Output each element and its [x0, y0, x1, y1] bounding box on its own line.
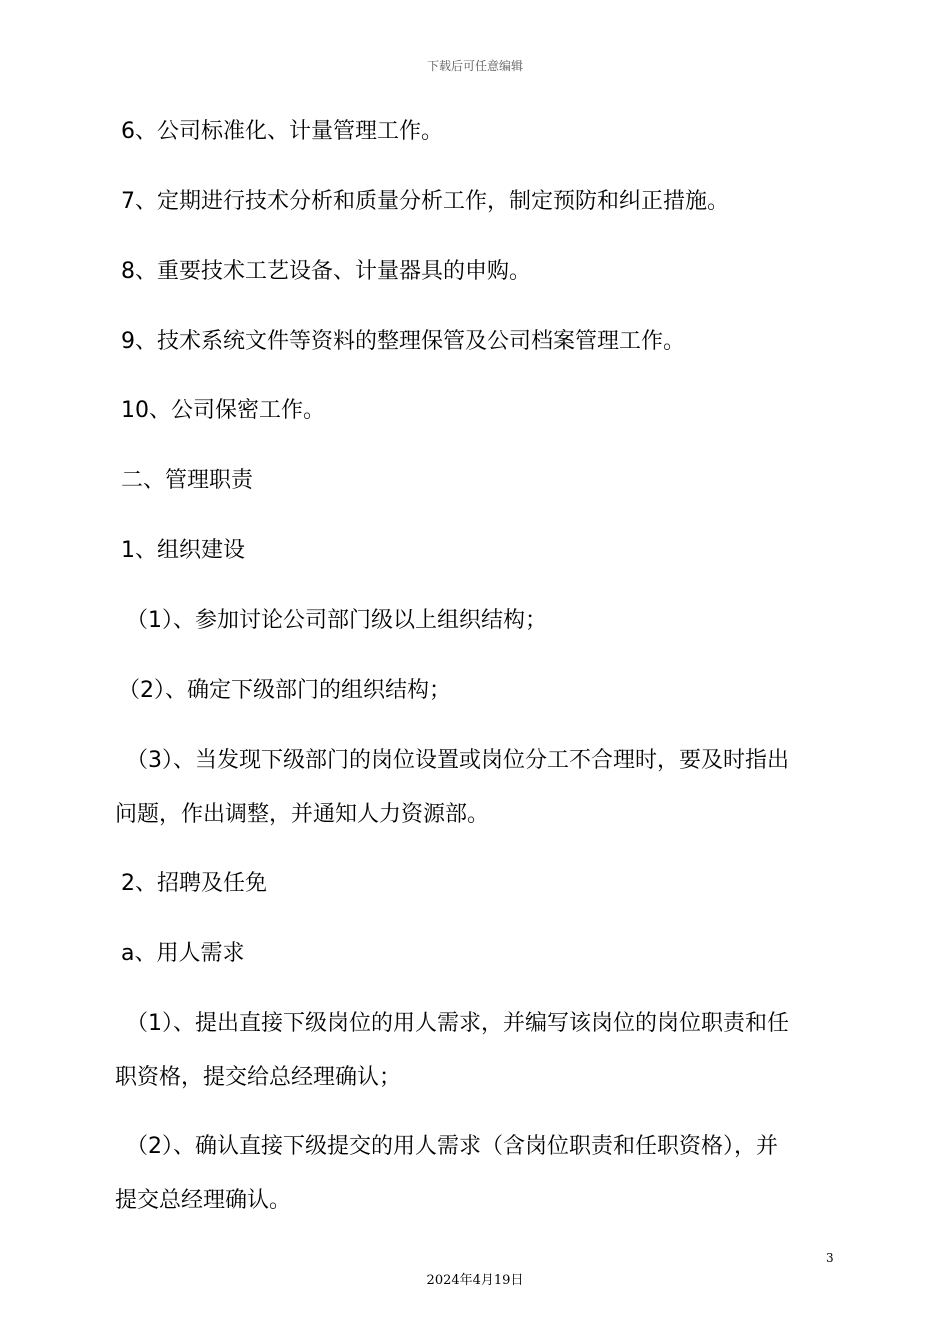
subsection-heading-staffing-needs: a、用人需求 — [121, 941, 245, 966]
paragraph-line: （2）、确定下级部门的组织结构； — [118, 678, 451, 703]
paragraph-line: （3）、当发现下级部门的岗位设置或岗位分工不合理时，要及时指出 — [126, 748, 789, 773]
paragraph-line: （1）、参加讨论公司部门级以上组织结构； — [126, 608, 547, 633]
list-item-9: 9、技术系统文件等资料的整理保管及公司档案管理工作。 — [121, 329, 685, 354]
page-number: 3 — [826, 1251, 834, 1265]
subsection-heading-organization: 1、组织建设 — [121, 538, 245, 563]
paragraph-line: （2）、确认直接下级提交的用人需求（含岗位职责和任职资格），并 — [126, 1134, 778, 1159]
paragraph-line-continued: 提交总经理确认。 — [115, 1188, 292, 1213]
list-item-10: 10、公司保密工作。 — [121, 398, 325, 423]
list-item-6: 6、公司标准化、计量管理工作。 — [121, 119, 443, 144]
footer-date: 2024年4月19日 — [426, 1273, 524, 1288]
paragraph-line-continued: 职资格，提交给总经理确认； — [115, 1065, 402, 1090]
list-item-8: 8、重要技术工艺设备、计量器具的申购。 — [121, 259, 531, 284]
subsection-heading-recruitment: 2、招聘及任免 — [121, 871, 267, 896]
section-heading-management-duties: 二、管理职责 — [121, 468, 254, 493]
list-item-7: 7、定期进行技术分析和质量分析工作，制定预防和纠正措施。 — [121, 189, 729, 214]
page-header: 下载后可任意编辑 — [426, 59, 523, 73]
paragraph-line-continued: 问题，作出调整，并通知人力资源部。 — [115, 802, 490, 827]
paragraph-line: （1）、提出直接下级岗位的用人需求，并编写该岗位的岗位职责和任 — [126, 1011, 789, 1036]
